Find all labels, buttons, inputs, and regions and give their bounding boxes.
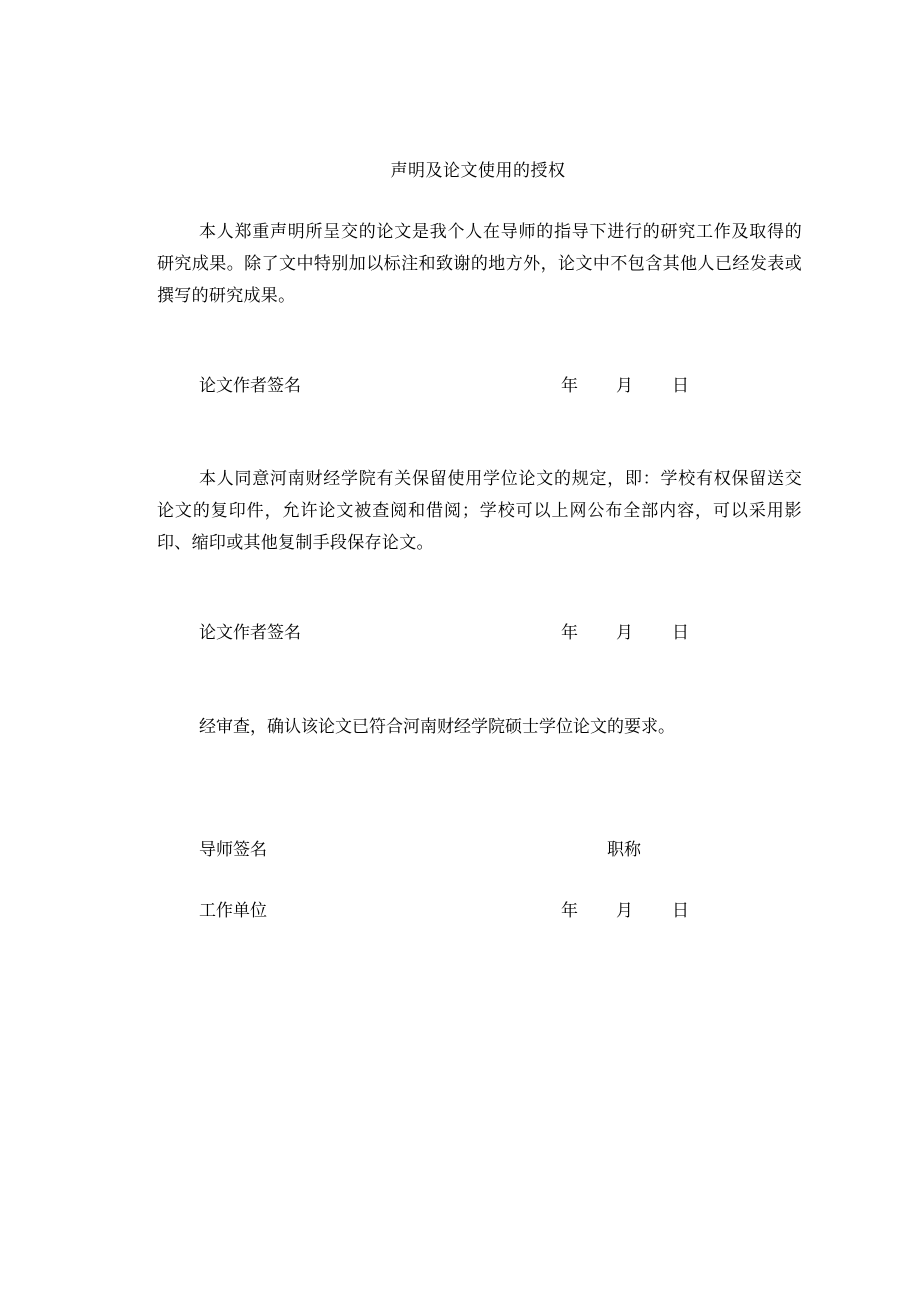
declaration-day-label: 日 <box>672 376 689 396</box>
review-month-label: 月 <box>616 901 633 921</box>
advisor-rank-label: 职称 <box>607 840 641 860</box>
authorization-paragraph: 本人同意河南财经学院有关保留使用学位论文的规定，即：学校有权保留送交论文的复印件，允许论文被查阅和借阅；学校可以上网公布全部内容，可以采用影印、缩印或其他复制手段保存论文。 <box>157 469 802 553</box>
authorization-day-label: 日 <box>672 623 689 643</box>
declaration-paragraph: 本人郑重声明所呈交的论文是我个人在导师的指导下进行的研究工作及取得的研究成果。除了文中特别加以标注和致谢的地方外，论文中不包含其他人已经发表或撰写的研究成果。 <box>157 222 802 306</box>
review-year-label: 年 <box>561 901 578 921</box>
advisor-signature-label: 导师签名 <box>199 840 267 860</box>
authorization-signature-label: 论文作者签名 <box>199 623 301 643</box>
page-title: 声明及论文使用的授权 <box>390 161 566 181</box>
declaration-signature-label: 论文作者签名 <box>199 376 301 396</box>
authorization-year-label: 年 <box>561 623 578 643</box>
declaration-month-label: 月 <box>616 376 633 396</box>
authorization-month-label: 月 <box>616 623 633 643</box>
review-statement: 经审查，确认该论文已符合河南财经学院硕士学位论文的要求。 <box>199 717 675 737</box>
work-unit-label: 工作单位 <box>199 901 267 921</box>
declaration-year-label: 年 <box>561 376 578 396</box>
review-day-label: 日 <box>672 901 689 921</box>
